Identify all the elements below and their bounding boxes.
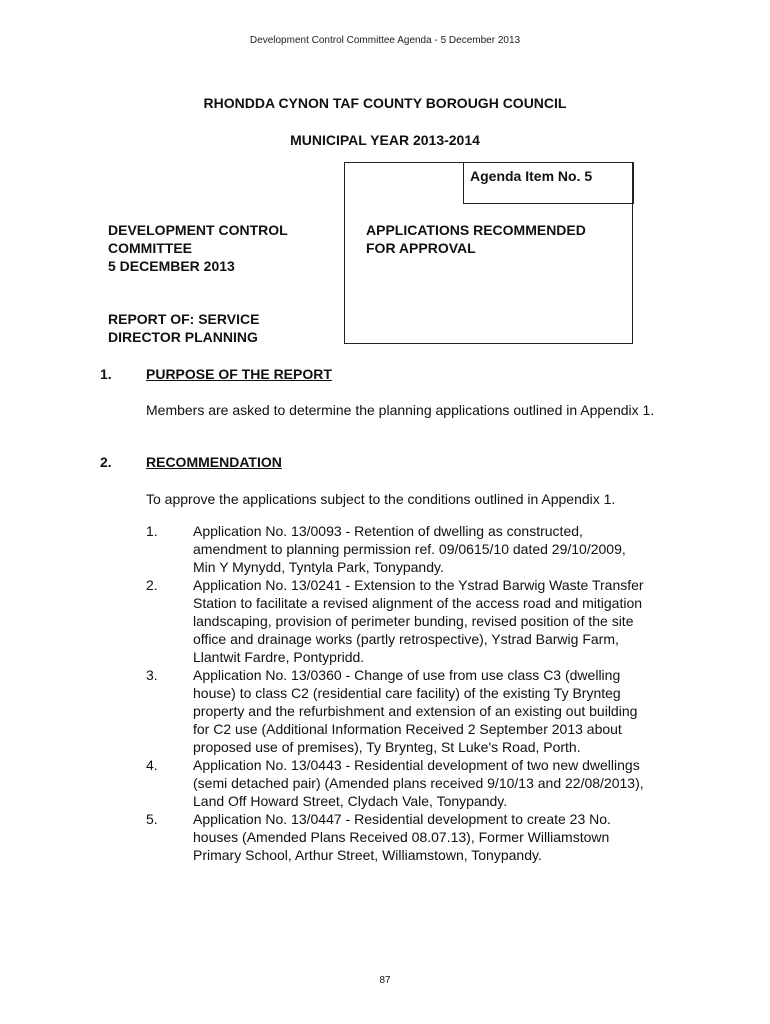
section2-body: To approve the applications subject to the conditions outlined in Appendix 1.: [146, 491, 616, 507]
list-item-number: 3.: [146, 667, 158, 683]
report-of-line1: REPORT OF: SERVICE: [108, 311, 260, 327]
list-item-number: 1.: [146, 523, 158, 539]
list-item: [146, 810, 646, 864]
section2-number: 2.: [100, 454, 112, 470]
running-header: Development Control Committee Agenda - 5 December 2013: [249, 35, 521, 46]
list-item-number: 2.: [146, 577, 158, 593]
agenda-box-title: [366, 221, 586, 257]
list-item-text: Application No. 13/0447 - Residential development to create 23 No. houses (Amended Plans Received 08.07.13), Former Williamstown Primary School, Arthur Street, Williamstown, Tonypandy.: [193, 811, 611, 863]
agenda-box: [344, 162, 633, 344]
list-item: [146, 666, 646, 756]
list-item: [146, 756, 646, 810]
meeting-info: [108, 221, 288, 275]
meeting-line1: DEVELOPMENT CONTROL: [108, 222, 288, 238]
report-of: [108, 310, 259, 346]
page-number: 87: [379, 975, 391, 986]
applications-list: [146, 522, 646, 864]
municipal-year: MUNICIPAL YEAR 2013-2014: [290, 132, 480, 148]
list-item-text: Application No. 13/0443 - Residential development of two new dwellings (semi detached pair) (Amended plans received 9/10/13 and 22/08/2013), Land Off Howard Street, Clydach Vale, Tonypandy.: [193, 757, 644, 809]
list-item-text: Application No. 13/0360 - Change of use from use class C3 (dwelling house) to class C2 (residential care facility) of the existing Ty Brynteg property and the refurbishment and extension of an existing out building for C2 use (Additional Information Received 2 September 2013 about proposed use of premises), Ty Brynteg, St Luke's Road, Porth.: [193, 667, 638, 755]
meeting-line2: COMMITTEE: [108, 240, 192, 256]
agenda-box-title-line1: APPLICATIONS RECOMMENDED: [366, 222, 586, 238]
list-item-text: Application No. 13/0241 - Extension to the Ystrad Barwig Waste Transfer Station to facilitate a revised alignment of the access road and mitigation landscaping, provision of perimeter bunding, revised position of the site office and drainage works (partly retrospective), Ystrad Barwig Farm, Llantwit Fardre, Pontypridd.: [193, 577, 644, 665]
section1-body: Members are asked to determine the planning applications outlined in Appendix 1.: [146, 402, 655, 418]
agenda-item-number: Agenda Item No. 5: [463, 162, 634, 204]
list-item-number: 4.: [146, 757, 158, 773]
section1-number: 1.: [100, 366, 112, 382]
report-of-line2: DIRECTOR PLANNING: [108, 329, 258, 345]
section1-title: PURPOSE OF THE REPORT: [146, 366, 332, 382]
list-item-text: Application No. 13/0093 - Retention of dwelling as constructed, amendment to planning permission ref. 09/0615/10 dated 29/10/2009, Min Y Mynydd, Tyntyla Park, Tonypandy.: [193, 523, 626, 575]
section2-title: RECOMMENDATION: [146, 454, 282, 470]
list-item-number: 5.: [146, 811, 158, 827]
agenda-box-title-line2: FOR APPROVAL: [366, 240, 476, 256]
meeting-date: 5 DECEMBER 2013: [108, 258, 235, 274]
council-title: RHONDDA CYNON TAF COUNTY BOROUGH COUNCIL: [203, 95, 567, 111]
list-item: [146, 522, 646, 576]
list-item: [146, 576, 646, 666]
